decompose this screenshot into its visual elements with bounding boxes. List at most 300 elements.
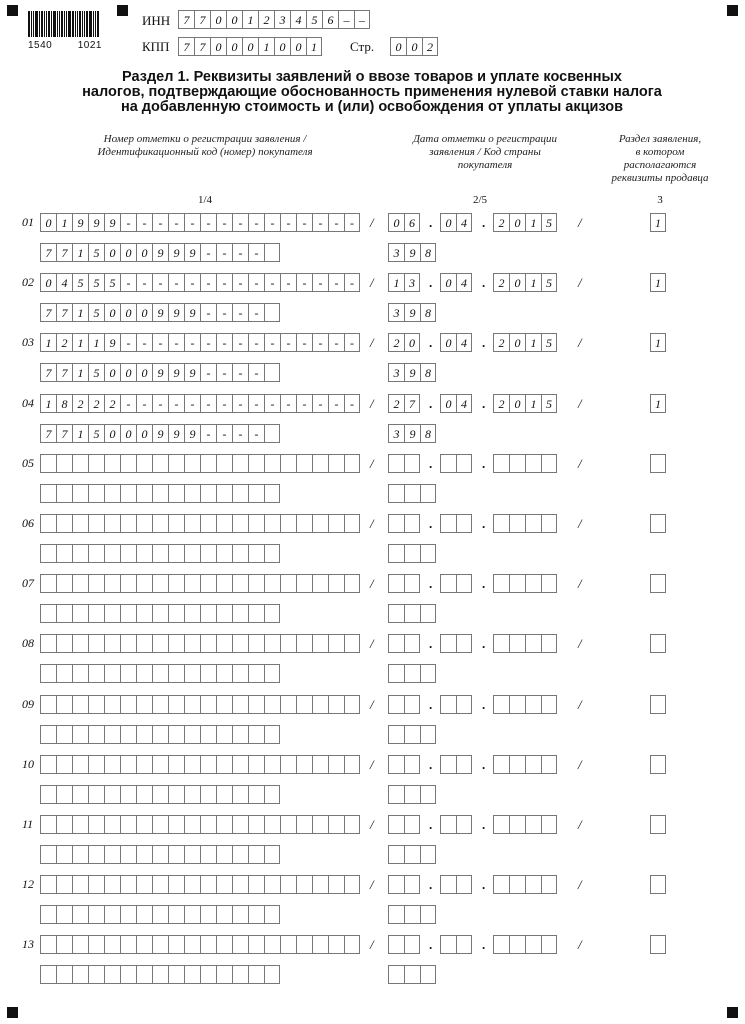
char-cell[interactable]	[104, 725, 120, 744]
char-cell[interactable]	[388, 604, 404, 623]
char-cell[interactable]	[104, 965, 120, 984]
char-cell[interactable]	[248, 574, 264, 593]
char-cell[interactable]	[232, 484, 248, 503]
char-cell[interactable]: -	[136, 394, 152, 413]
char-cell[interactable]	[120, 634, 136, 653]
char-cell[interactable]	[388, 905, 404, 924]
char-cell[interactable]: 1	[525, 394, 541, 413]
char-cell[interactable]	[216, 815, 232, 834]
char-cell[interactable]: 2	[72, 394, 88, 413]
date-day-field[interactable]	[388, 755, 420, 774]
char-cell[interactable]: 0	[509, 333, 525, 352]
char-cell[interactable]	[248, 755, 264, 774]
char-cell[interactable]: 9	[184, 243, 200, 262]
char-cell[interactable]	[216, 634, 232, 653]
char-cell[interactable]: -	[296, 333, 312, 352]
char-cell[interactable]	[72, 604, 88, 623]
char-cell[interactable]	[404, 965, 420, 984]
page-number-field[interactable]	[390, 37, 438, 56]
char-cell[interactable]	[312, 875, 328, 894]
char-cell[interactable]	[264, 363, 280, 382]
char-cell[interactable]	[509, 755, 525, 774]
char-cell[interactable]	[388, 935, 404, 954]
char-cell[interactable]	[40, 664, 56, 683]
char-cell[interactable]	[72, 514, 88, 533]
char-cell[interactable]	[152, 544, 168, 563]
char-cell[interactable]	[344, 634, 360, 653]
char-cell[interactable]	[104, 755, 120, 774]
char-cell[interactable]	[72, 845, 88, 864]
char-cell[interactable]	[248, 484, 264, 503]
char-cell[interactable]: -	[200, 303, 216, 322]
char-cell[interactable]	[216, 514, 232, 533]
char-cell[interactable]	[152, 604, 168, 623]
char-cell[interactable]	[40, 785, 56, 804]
char-cell[interactable]	[493, 574, 509, 593]
char-cell[interactable]: -	[232, 273, 248, 292]
char-cell[interactable]	[440, 454, 456, 473]
char-cell[interactable]: 4	[56, 273, 72, 292]
char-cell[interactable]	[120, 875, 136, 894]
buyer-code-field[interactable]	[40, 303, 280, 322]
char-cell[interactable]	[136, 574, 152, 593]
date-month-field[interactable]	[440, 213, 472, 232]
char-cell[interactable]	[232, 574, 248, 593]
char-cell[interactable]: -	[248, 394, 264, 413]
date-month-field[interactable]	[440, 755, 472, 774]
char-cell[interactable]	[264, 965, 280, 984]
char-cell[interactable]: 1	[650, 213, 666, 232]
char-cell[interactable]: 6	[322, 10, 338, 29]
char-cell[interactable]: -	[344, 333, 360, 352]
char-cell[interactable]: 9	[168, 243, 184, 262]
char-cell[interactable]	[264, 574, 280, 593]
char-cell[interactable]	[40, 815, 56, 834]
char-cell[interactable]	[136, 815, 152, 834]
char-cell[interactable]: 0	[226, 10, 242, 29]
char-cell[interactable]	[136, 664, 152, 683]
char-cell[interactable]	[88, 454, 104, 473]
char-cell[interactable]	[525, 755, 541, 774]
char-cell[interactable]	[248, 514, 264, 533]
char-cell[interactable]	[232, 454, 248, 473]
char-cell[interactable]: 1	[242, 10, 258, 29]
char-cell[interactable]: 1	[525, 213, 541, 232]
char-cell[interactable]	[248, 454, 264, 473]
buyer-code-field[interactable]	[40, 664, 280, 683]
char-cell[interactable]	[200, 664, 216, 683]
char-cell[interactable]	[248, 544, 264, 563]
char-cell[interactable]	[56, 484, 72, 503]
char-cell[interactable]	[328, 755, 344, 774]
char-cell[interactable]: -	[328, 394, 344, 413]
char-cell[interactable]	[152, 755, 168, 774]
char-cell[interactable]: –	[354, 10, 370, 29]
char-cell[interactable]	[136, 785, 152, 804]
char-cell[interactable]	[104, 514, 120, 533]
char-cell[interactable]	[40, 935, 56, 954]
char-cell[interactable]: 0	[390, 37, 406, 56]
char-cell[interactable]	[136, 514, 152, 533]
char-cell[interactable]	[264, 905, 280, 924]
char-cell[interactable]	[312, 815, 328, 834]
registration-number-field[interactable]	[40, 574, 360, 593]
seller-section-field[interactable]	[650, 875, 666, 894]
char-cell[interactable]: -	[136, 273, 152, 292]
char-cell[interactable]: 0	[406, 37, 422, 56]
char-cell[interactable]	[88, 845, 104, 864]
char-cell[interactable]	[232, 634, 248, 653]
char-cell[interactable]	[88, 785, 104, 804]
char-cell[interactable]	[388, 664, 404, 683]
char-cell[interactable]	[40, 454, 56, 473]
char-cell[interactable]	[440, 755, 456, 774]
char-cell[interactable]: 9	[88, 213, 104, 232]
char-cell[interactable]	[168, 725, 184, 744]
country-code-field[interactable]	[388, 604, 436, 623]
char-cell[interactable]	[88, 664, 104, 683]
char-cell[interactable]: 1	[525, 273, 541, 292]
char-cell[interactable]	[216, 755, 232, 774]
char-cell[interactable]	[296, 695, 312, 714]
date-year-field[interactable]	[493, 213, 557, 232]
char-cell[interactable]	[72, 725, 88, 744]
char-cell[interactable]	[509, 574, 525, 593]
char-cell[interactable]: 3	[388, 243, 404, 262]
char-cell[interactable]	[200, 785, 216, 804]
char-cell[interactable]	[200, 965, 216, 984]
char-cell[interactable]	[388, 634, 404, 653]
char-cell[interactable]: -	[200, 394, 216, 413]
char-cell[interactable]	[104, 935, 120, 954]
char-cell[interactable]	[296, 875, 312, 894]
char-cell[interactable]	[104, 845, 120, 864]
char-cell[interactable]: 7	[56, 303, 72, 322]
char-cell[interactable]: 2	[88, 394, 104, 413]
char-cell[interactable]	[541, 514, 557, 533]
char-cell[interactable]: 0	[388, 213, 404, 232]
char-cell[interactable]	[200, 695, 216, 714]
char-cell[interactable]: -	[312, 213, 328, 232]
char-cell[interactable]	[232, 695, 248, 714]
char-cell[interactable]: -	[216, 394, 232, 413]
char-cell[interactable]	[104, 905, 120, 924]
char-cell[interactable]	[72, 965, 88, 984]
char-cell[interactable]	[88, 634, 104, 653]
char-cell[interactable]	[650, 695, 666, 714]
seller-section-field[interactable]	[650, 273, 666, 292]
char-cell[interactable]	[216, 725, 232, 744]
char-cell[interactable]: 9	[168, 424, 184, 443]
char-cell[interactable]	[525, 695, 541, 714]
char-cell[interactable]	[72, 695, 88, 714]
char-cell[interactable]: -	[264, 213, 280, 232]
date-month-field[interactable]	[440, 634, 472, 653]
char-cell[interactable]	[88, 574, 104, 593]
char-cell[interactable]	[344, 815, 360, 834]
char-cell[interactable]	[104, 695, 120, 714]
char-cell[interactable]	[152, 845, 168, 864]
char-cell[interactable]	[440, 514, 456, 533]
char-cell[interactable]: 2	[493, 213, 509, 232]
char-cell[interactable]: -	[232, 213, 248, 232]
char-cell[interactable]	[120, 695, 136, 714]
char-cell[interactable]: –	[338, 10, 354, 29]
date-year-field[interactable]	[493, 875, 557, 894]
char-cell[interactable]	[509, 935, 525, 954]
buyer-code-field[interactable]	[40, 544, 280, 563]
char-cell[interactable]	[264, 935, 280, 954]
char-cell[interactable]	[104, 574, 120, 593]
char-cell[interactable]: -	[168, 394, 184, 413]
char-cell[interactable]	[264, 634, 280, 653]
char-cell[interactable]: 1	[72, 243, 88, 262]
char-cell[interactable]: 0	[136, 424, 152, 443]
char-cell[interactable]	[232, 664, 248, 683]
char-cell[interactable]: 5	[104, 273, 120, 292]
char-cell[interactable]	[168, 574, 184, 593]
char-cell[interactable]	[136, 755, 152, 774]
char-cell[interactable]: -	[216, 363, 232, 382]
char-cell[interactable]	[420, 604, 436, 623]
char-cell[interactable]: 1	[258, 37, 274, 56]
char-cell[interactable]: -	[312, 273, 328, 292]
char-cell[interactable]: 1	[72, 333, 88, 352]
char-cell[interactable]	[184, 514, 200, 533]
char-cell[interactable]	[152, 695, 168, 714]
char-cell[interactable]	[264, 243, 280, 262]
char-cell[interactable]	[168, 544, 184, 563]
char-cell[interactable]	[493, 695, 509, 714]
char-cell[interactable]	[120, 905, 136, 924]
char-cell[interactable]: 1	[40, 394, 56, 413]
char-cell[interactable]	[216, 544, 232, 563]
seller-section-field[interactable]	[650, 213, 666, 232]
char-cell[interactable]	[525, 634, 541, 653]
char-cell[interactable]	[525, 574, 541, 593]
char-cell[interactable]: 7	[56, 363, 72, 382]
char-cell[interactable]: 7	[40, 363, 56, 382]
char-cell[interactable]	[120, 574, 136, 593]
char-cell[interactable]: 2	[493, 333, 509, 352]
char-cell[interactable]	[168, 755, 184, 774]
char-cell[interactable]	[56, 574, 72, 593]
char-cell[interactable]: -	[216, 243, 232, 262]
char-cell[interactable]: -	[344, 273, 360, 292]
char-cell[interactable]	[184, 755, 200, 774]
char-cell[interactable]	[456, 454, 472, 473]
char-cell[interactable]	[525, 815, 541, 834]
char-cell[interactable]	[280, 634, 296, 653]
char-cell[interactable]	[388, 965, 404, 984]
kpp-field[interactable]	[178, 37, 322, 56]
char-cell[interactable]	[56, 604, 72, 623]
char-cell[interactable]: 9	[168, 303, 184, 322]
char-cell[interactable]: -	[296, 273, 312, 292]
char-cell[interactable]: 8	[420, 363, 436, 382]
char-cell[interactable]	[388, 845, 404, 864]
char-cell[interactable]: -	[168, 213, 184, 232]
char-cell[interactable]	[216, 484, 232, 503]
char-cell[interactable]	[404, 905, 420, 924]
country-code-field[interactable]	[388, 785, 436, 804]
date-day-field[interactable]	[388, 875, 420, 894]
char-cell[interactable]	[312, 574, 328, 593]
char-cell[interactable]: 7	[40, 424, 56, 443]
char-cell[interactable]	[264, 424, 280, 443]
char-cell[interactable]	[344, 935, 360, 954]
char-cell[interactable]	[420, 725, 436, 744]
char-cell[interactable]: 9	[168, 363, 184, 382]
char-cell[interactable]	[216, 905, 232, 924]
seller-section-field[interactable]	[650, 574, 666, 593]
char-cell[interactable]	[420, 785, 436, 804]
date-month-field[interactable]	[440, 514, 472, 533]
char-cell[interactable]	[650, 815, 666, 834]
char-cell[interactable]	[72, 875, 88, 894]
char-cell[interactable]	[120, 935, 136, 954]
char-cell[interactable]	[493, 935, 509, 954]
char-cell[interactable]: 0	[509, 213, 525, 232]
char-cell[interactable]	[136, 544, 152, 563]
char-cell[interactable]	[650, 454, 666, 473]
char-cell[interactable]: 1	[72, 424, 88, 443]
char-cell[interactable]	[232, 725, 248, 744]
char-cell[interactable]: 9	[152, 303, 168, 322]
registration-number-field[interactable]	[40, 755, 360, 774]
char-cell[interactable]	[72, 454, 88, 473]
char-cell[interactable]	[493, 755, 509, 774]
char-cell[interactable]: 0	[136, 363, 152, 382]
char-cell[interactable]	[56, 544, 72, 563]
seller-section-field[interactable]	[650, 755, 666, 774]
buyer-code-field[interactable]	[40, 785, 280, 804]
char-cell[interactable]	[104, 875, 120, 894]
char-cell[interactable]: -	[216, 273, 232, 292]
date-day-field[interactable]	[388, 213, 420, 232]
registration-number-field[interactable]	[40, 454, 360, 473]
char-cell[interactable]: 3	[388, 363, 404, 382]
char-cell[interactable]	[280, 755, 296, 774]
char-cell[interactable]: -	[136, 213, 152, 232]
char-cell[interactable]	[248, 905, 264, 924]
char-cell[interactable]	[184, 875, 200, 894]
char-cell[interactable]	[56, 785, 72, 804]
char-cell[interactable]	[404, 845, 420, 864]
date-day-field[interactable]	[388, 333, 420, 352]
char-cell[interactable]	[248, 965, 264, 984]
country-code-field[interactable]	[388, 424, 436, 443]
char-cell[interactable]: 9	[184, 424, 200, 443]
char-cell[interactable]: 0	[210, 10, 226, 29]
char-cell[interactable]	[509, 454, 525, 473]
seller-section-field[interactable]	[650, 333, 666, 352]
char-cell[interactable]	[216, 935, 232, 954]
country-code-field[interactable]	[388, 303, 436, 322]
char-cell[interactable]: 1	[72, 303, 88, 322]
buyer-code-field[interactable]	[40, 243, 280, 262]
buyer-code-field[interactable]	[40, 965, 280, 984]
char-cell[interactable]	[200, 905, 216, 924]
char-cell[interactable]	[248, 815, 264, 834]
char-cell[interactable]	[509, 514, 525, 533]
char-cell[interactable]	[168, 514, 184, 533]
char-cell[interactable]: -	[200, 333, 216, 352]
char-cell[interactable]: 1	[72, 363, 88, 382]
char-cell[interactable]	[493, 875, 509, 894]
char-cell[interactable]	[152, 454, 168, 473]
char-cell[interactable]	[388, 785, 404, 804]
char-cell[interactable]: -	[168, 333, 184, 352]
char-cell[interactable]: 0	[136, 303, 152, 322]
country-code-field[interactable]	[388, 664, 436, 683]
char-cell[interactable]: 1	[650, 333, 666, 352]
char-cell[interactable]	[404, 544, 420, 563]
char-cell[interactable]	[152, 725, 168, 744]
char-cell[interactable]	[72, 815, 88, 834]
char-cell[interactable]	[40, 875, 56, 894]
char-cell[interactable]: -	[216, 333, 232, 352]
char-cell[interactable]	[88, 965, 104, 984]
registration-number-field[interactable]	[40, 935, 360, 954]
seller-section-field[interactable]	[650, 394, 666, 413]
char-cell[interactable]	[216, 965, 232, 984]
char-cell[interactable]	[200, 454, 216, 473]
char-cell[interactable]	[328, 695, 344, 714]
buyer-code-field[interactable]	[40, 604, 280, 623]
char-cell[interactable]: 0	[210, 37, 226, 56]
char-cell[interactable]	[420, 965, 436, 984]
date-month-field[interactable]	[440, 574, 472, 593]
char-cell[interactable]	[40, 845, 56, 864]
char-cell[interactable]	[493, 815, 509, 834]
char-cell[interactable]: -	[248, 213, 264, 232]
date-month-field[interactable]	[440, 695, 472, 714]
registration-number-field[interactable]	[40, 394, 360, 413]
char-cell[interactable]: 8	[420, 424, 436, 443]
char-cell[interactable]: 9	[152, 243, 168, 262]
char-cell[interactable]	[388, 695, 404, 714]
char-cell[interactable]	[493, 514, 509, 533]
char-cell[interactable]	[200, 845, 216, 864]
char-cell[interactable]	[328, 875, 344, 894]
char-cell[interactable]	[232, 755, 248, 774]
char-cell[interactable]: -	[248, 303, 264, 322]
char-cell[interactable]: 9	[104, 333, 120, 352]
char-cell[interactable]: 2	[258, 10, 274, 29]
char-cell[interactable]	[404, 935, 420, 954]
seller-section-field[interactable]	[650, 454, 666, 473]
char-cell[interactable]	[541, 815, 557, 834]
char-cell[interactable]	[264, 484, 280, 503]
char-cell[interactable]: 0	[40, 213, 56, 232]
char-cell[interactable]	[184, 815, 200, 834]
char-cell[interactable]	[72, 755, 88, 774]
char-cell[interactable]	[40, 695, 56, 714]
char-cell[interactable]	[456, 815, 472, 834]
char-cell[interactable]	[120, 514, 136, 533]
char-cell[interactable]: 5	[541, 213, 557, 232]
char-cell[interactable]: 1	[388, 273, 404, 292]
char-cell[interactable]: 1	[650, 273, 666, 292]
char-cell[interactable]: -	[312, 333, 328, 352]
char-cell[interactable]: -	[232, 243, 248, 262]
char-cell[interactable]	[650, 755, 666, 774]
char-cell[interactable]: -	[232, 424, 248, 443]
registration-number-field[interactable]	[40, 273, 360, 292]
char-cell[interactable]	[456, 755, 472, 774]
char-cell[interactable]	[184, 785, 200, 804]
